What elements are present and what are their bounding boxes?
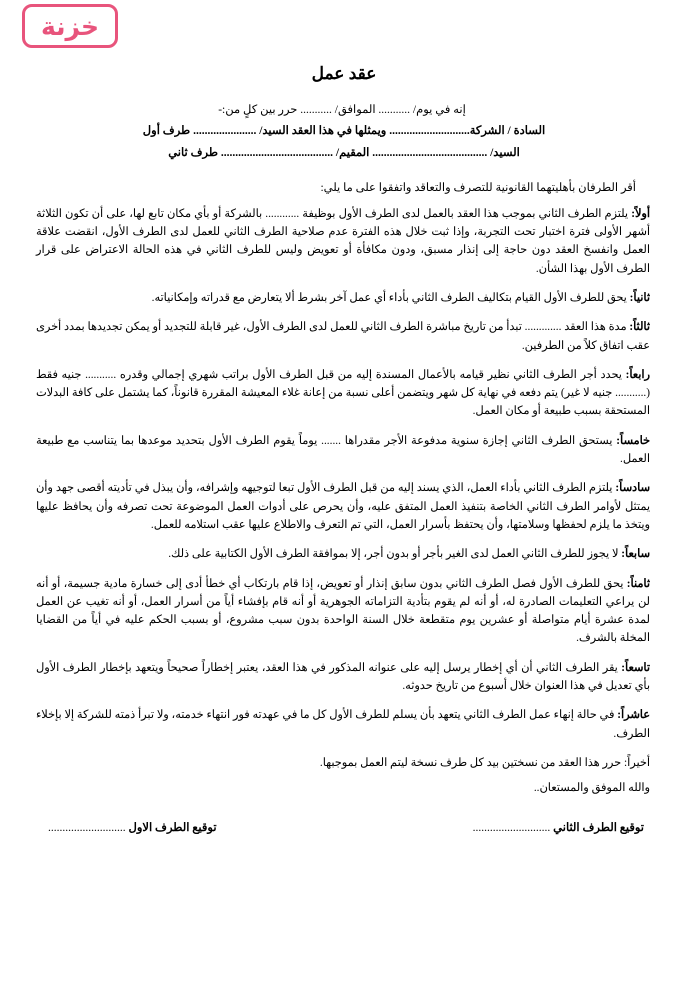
- clause-text: يلتزم الطرف الثاني بموجب هذا العقد بالعمل لدى الطرف الأول بوظيفة ............ بالشركة أو بأي مكان تابع لها، على أن تكون الثلاثة أشهر الأولى فترة اختبار تحت التجربة، وإذا ثبت خلال هذه الفترة عدم صلاحية الطرف الثاني للعمل لدى الطرف الأول، انقضت علاقة العمل وانفسخ العقد دون حاجة إلى إنذار مسبق، ودون مكافأة أو تعويض وليس للطرف الثاني في هذه الحالة الاعتراض على قرار الطرف الأول بهذا الشأن.: [36, 207, 650, 275]
- clause-text: يحق للطرف الأول فصل الطرف الثاني بدون سابق إنذار أو تعويض، إذا قام بارتكاب أي خطأ أدى إلى خسارة مادية جسيمة، أو أنه لن يراعي التعليمات الصادرة له، أو أنه لم يقوم بتأدية التزاماته الجوهرية أو أنه قام بإفشاء أياً من أسرار العمل، أو أنه تغيب عن العمل لمدة عشرة أيام متواصلة أو عشرين يوم متقطعة خلال السنة الواحدة بدون سبب مشروع، أو بسبب الحكم عليه في أياً من القضايا المخلة بالشرف.: [36, 577, 650, 645]
- logo-text: خزنة: [40, 11, 100, 41]
- clause-label: سابعاً:: [621, 548, 650, 561]
- logo-box: [22, 4, 118, 48]
- clause-text: يقر الطرف الثاني أن أي إخطار يرسل إليه على عنوانه المذكور في هذا العقد، يعتبر إخطاراً صحيحاً ويتعهد بإخطار الطرف الأول بأي تعديل في هذا العنوان خلال أسبوع من تاريخ حدوثه.: [36, 661, 650, 693]
- page-title: عقد عمل: [311, 64, 377, 83]
- signature-line: ...........................: [48, 822, 126, 835]
- clause-item: [26, 659, 662, 696]
- clause-text: يحدد أجر الطرف الثاني نظير قيامه بالأعمال المسندة إليه من قبل الطرف الأول براتب شهري إجمالي وقدره ........... جنيه فقط (........... جنيه لا غير) يتم دفعه في نهاية كل شهر ويتضمن أعلى نسبة من إعانة غلاء المعيشة المقررة قانوناً، كما يشتمل على كافة البدلات المستحقة بسبب طبيعة أو مكان العمل.: [36, 368, 650, 418]
- clause-item: [26, 706, 662, 743]
- signature-second-party: [473, 820, 644, 834]
- party-line-date: إنه في يوم/ ........... الموافق/ ........... حرر بين كلٍ من:-: [218, 104, 466, 116]
- clause-item: [26, 432, 662, 469]
- clause-label: ثامناً:: [626, 577, 650, 590]
- contract-parties-block: [26, 100, 662, 164]
- signature-first-party: [48, 820, 217, 834]
- clause-item: [26, 318, 662, 355]
- clause-item-final: [26, 754, 662, 772]
- clause-label: سادساً:: [615, 482, 650, 495]
- clause-text: يحق للطرف الأول القيام بتكاليف الطرف الثاني بأداء أي عمل آخر بشرط ألا يتعارض مع قدراته وإمكانياته.: [151, 291, 630, 304]
- clause-text: مدة هذا العقد ............. تبدأ من تاريخ مباشرة الطرف الثاني للعمل لدى الطرف الأول، غير قابلة للتجديد أو يمكن تجديدها بمدد أخرى عقب اتفاق كلاً من الطرفين.: [36, 321, 650, 352]
- clause-label: ثانياً:: [629, 291, 650, 304]
- clause-label: ثالثاً:: [629, 321, 650, 334]
- clause-text: يستحق الطرف الثاني إجازة سنوية مدفوعة الأجر مقدراها ....... يوماً يقوم الطرف الأول بتحديد موعدها بما يتناسب مع طبيعة العمل.: [36, 434, 650, 466]
- clause-label: تاسعاً:: [621, 661, 650, 674]
- signature-label: توقيع الطرف الاول: [128, 822, 217, 835]
- signature-line: ...........................: [472, 822, 551, 835]
- closing-line: والله الموفق والمستعان..: [533, 782, 650, 795]
- party-line-first: السادة / الشركة............................ ويمثلها في هذا العقد السيد/ ...................... طرف أول: [142, 125, 546, 138]
- clause-text: يلتزم الطرف الثاني بأداء العمل، الذي يسند إليه من قبل الطرف الأول تبعا لتوجيهه وإشرافه، وأن يبذل في تأديته أقصى جهد وأن يمتثل لأوامر الطرف الثاني الخاصة بتنفيذ العمل المتفق عليه، وأن يحرص على أدوات العمل الموضوعة تحت تصرفه وأن يحافظ عليها ويتخذ ما يلزم لحفظها وسلامتها، وأن يحتفظ بأسرار العمل، التي تم التعرف والاطلاع عليها عقب استلامه للعمل.: [36, 482, 650, 531]
- clause-label: أخيراً:: [623, 756, 650, 769]
- clause-item: [26, 479, 662, 534]
- clauses-list: [26, 205, 662, 794]
- clause-label: خامساً:: [616, 434, 650, 447]
- clause-text: في حالة إنهاء عمل الطرف الثاني يتعهد بأن يسلم للطرف الأول كل ما في عهدته فور انتهاء خدمته، ولا تبرأ ذمته للشركة إلا بإخلاء الطرف.: [36, 709, 650, 740]
- clause-item: [26, 366, 662, 421]
- clause-item: [26, 575, 662, 648]
- clause-item: [26, 205, 662, 278]
- party-line-second: السيد/ ........................................ المقيم/ ....................................... طرف ثاني: [168, 146, 520, 159]
- logo: [22, 4, 118, 48]
- clause-label: رابعاً:: [625, 368, 650, 381]
- clause-label: أولاً:: [631, 207, 650, 220]
- signature-label: توقيع الطرف الثاني: [553, 822, 644, 835]
- clause-item: [26, 545, 662, 563]
- clause-label: عاشراً:: [617, 709, 650, 722]
- clause-item: [26, 289, 662, 307]
- clause-text: لا يجوز للطرف الثاني العمل لدى الغير بأجر أو بدون أجر، إلا بموافقة الطرف الأول الكتابية على ذلك.: [168, 548, 622, 561]
- clause-text: حرر هذا العقد من نسختين بيد كل طرف نسخة ليتم العمل بموجبها.: [319, 756, 624, 769]
- intro-paragraph: أقر الطرفان بأهليتهما القانونية للتصرف والتعاقد واتفقوا على ما يلي:: [320, 181, 636, 194]
- signature-row: [26, 820, 662, 834]
